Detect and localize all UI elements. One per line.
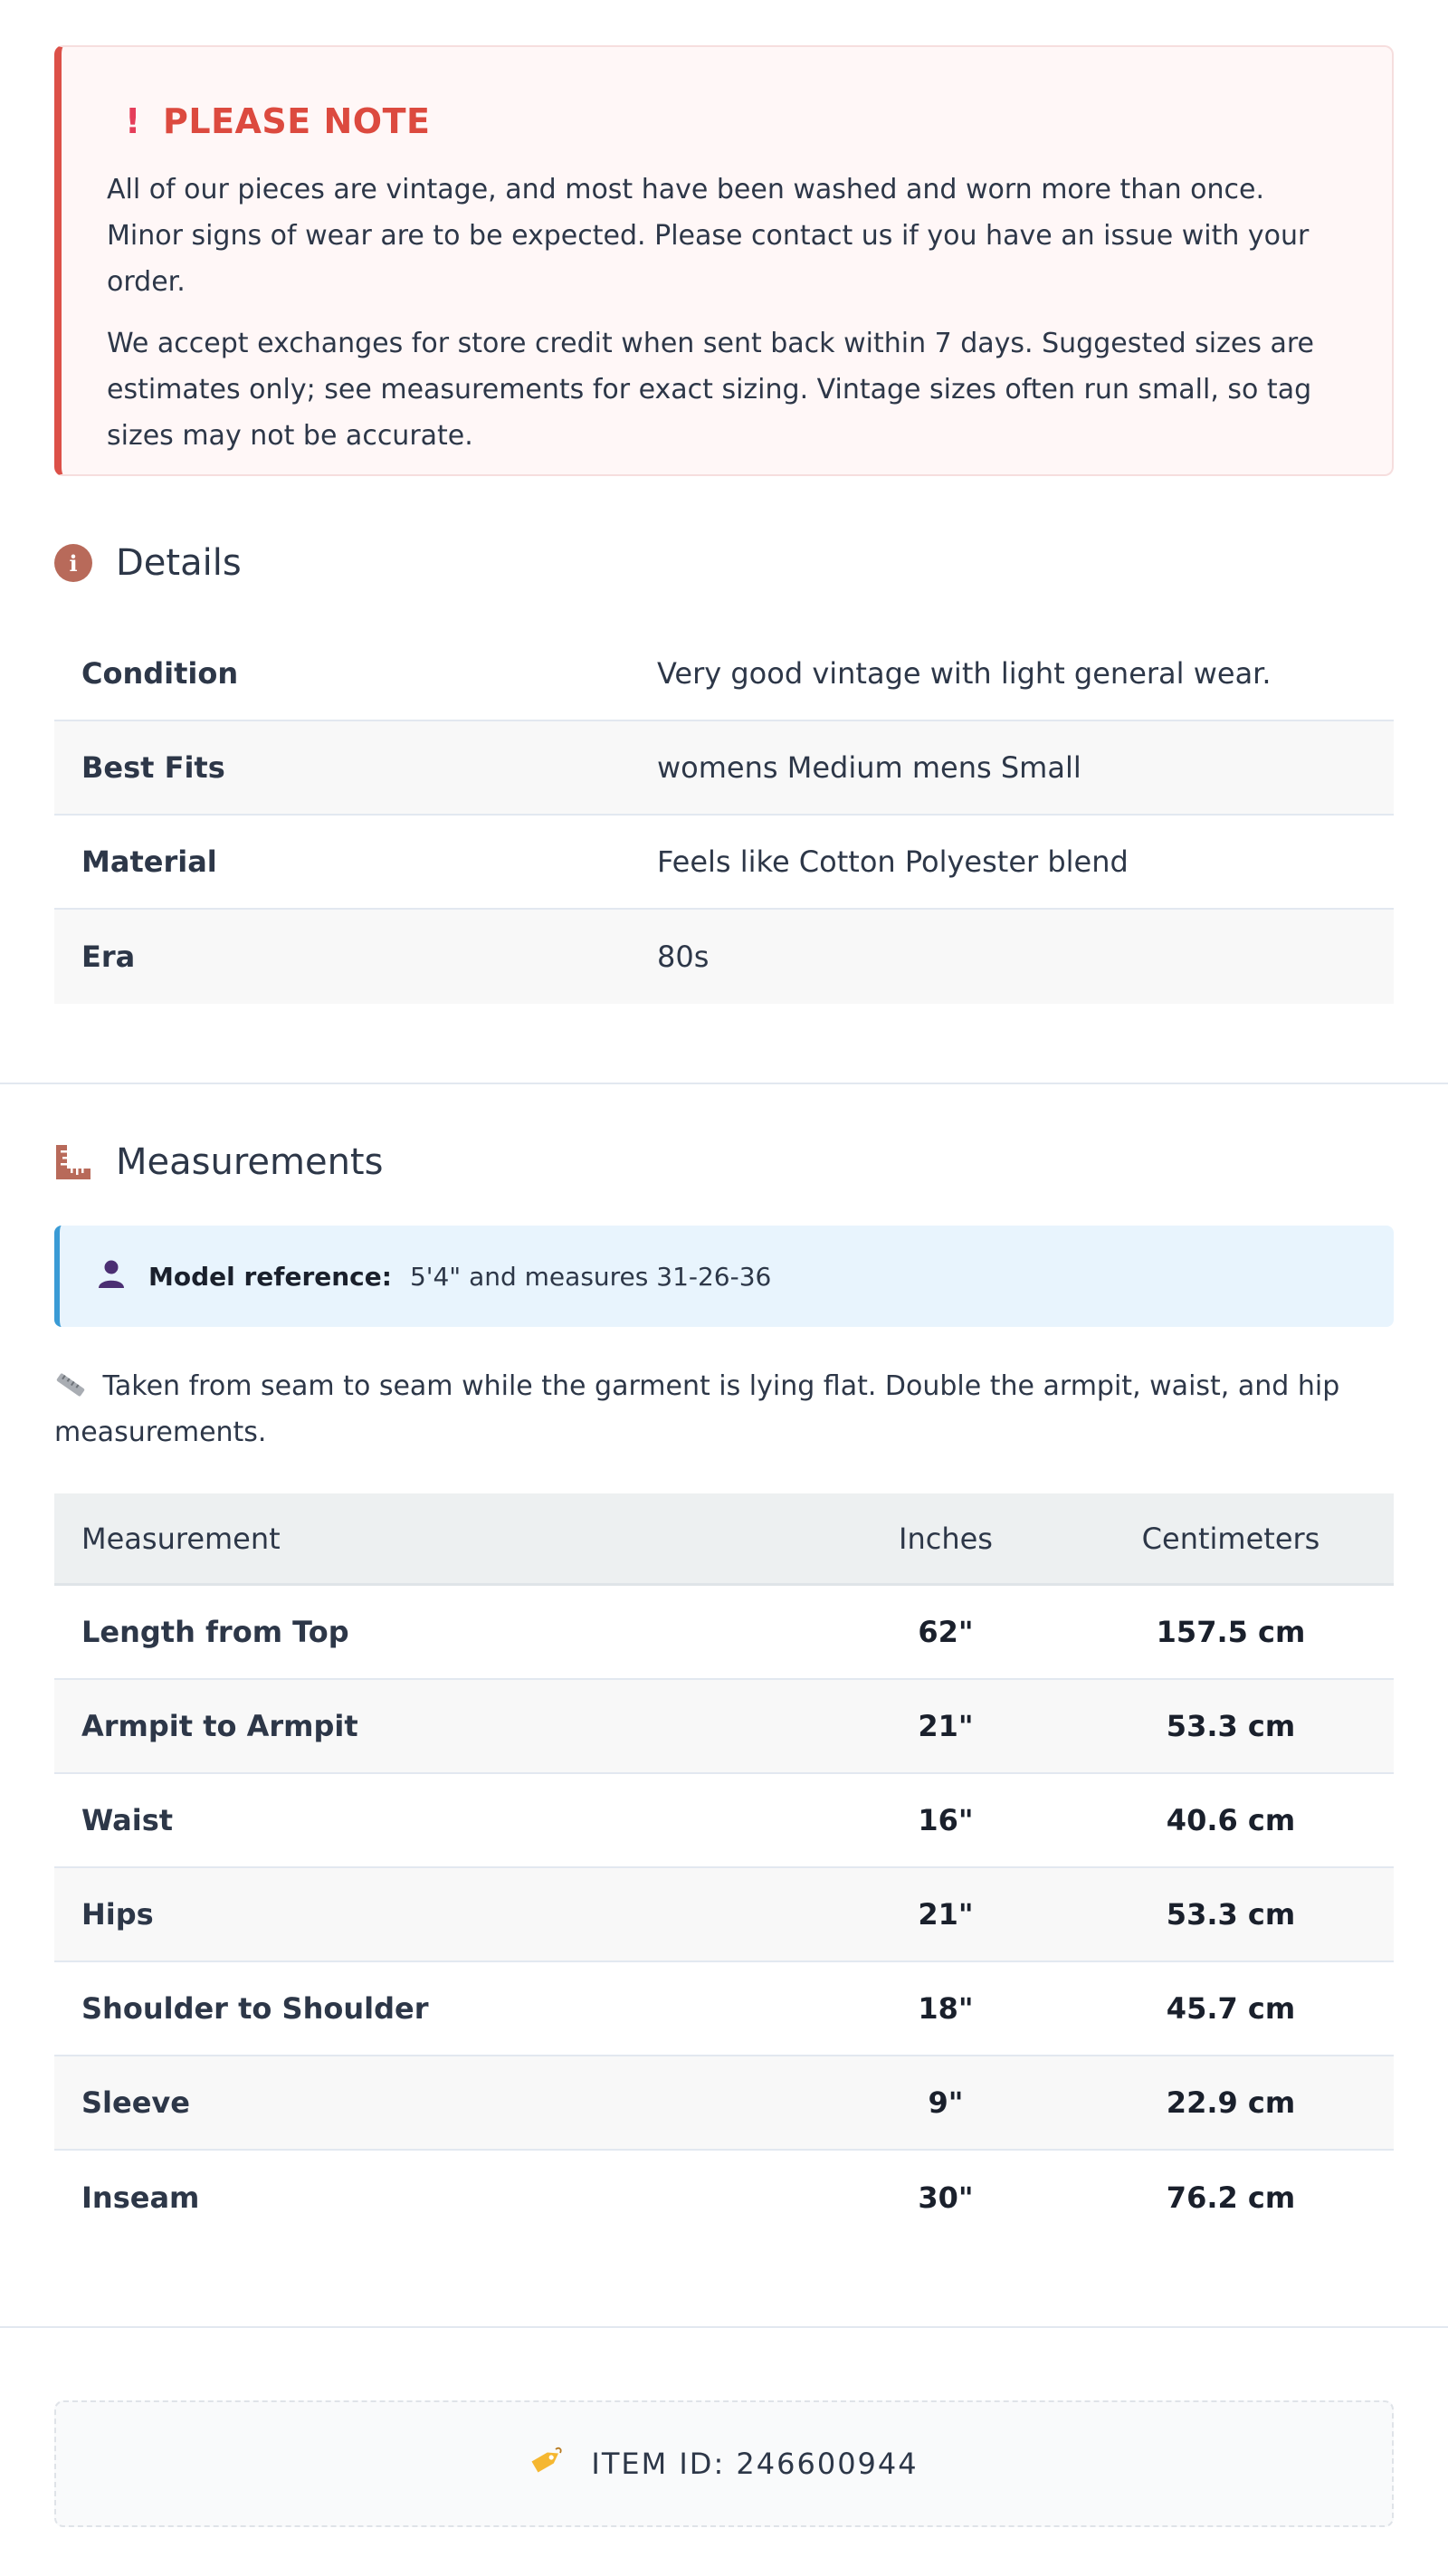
details-value: Very good vintage with light general wear. — [657, 656, 1272, 691]
measurement-name: Inseam — [81, 2180, 200, 2215]
header-centimeters: Centimeters — [1141, 1521, 1320, 1556]
table-row — [54, 1774, 1394, 1868]
measurement-cm: 157.5 cm — [1156, 1615, 1306, 1649]
section-divider — [0, 1083, 1448, 1084]
details-row — [54, 627, 1394, 721]
measurement-note — [54, 1363, 1394, 1455]
details-value: 80s — [657, 940, 710, 974]
model-reference-banner — [54, 1226, 1394, 1327]
table-header-row — [54, 1493, 1394, 1586]
measurement-cm: 45.7 cm — [1166, 1991, 1296, 2026]
measurement-inches: 16" — [918, 1803, 974, 1837]
details-key: Condition — [81, 656, 239, 691]
measurements-title: Measurements — [116, 1141, 384, 1183]
measurement-inches: 21" — [918, 1709, 974, 1743]
table-row — [54, 1586, 1394, 1680]
measurement-name: Armpit to Armpit — [81, 1709, 358, 1743]
measurements-header — [54, 1135, 383, 1189]
section-divider — [0, 2326, 1448, 2328]
table-row — [54, 2056, 1394, 2151]
measurement-cm: 22.9 cm — [1166, 2085, 1296, 2120]
person-icon — [96, 1258, 127, 1295]
measurement-name: Hips — [81, 1897, 154, 1932]
info-icon: i — [54, 544, 92, 582]
note-header — [107, 94, 1347, 148]
table-row — [54, 1680, 1394, 1774]
tag-icon — [529, 2445, 564, 2483]
measurement-inches: 21" — [918, 1897, 974, 1932]
measurement-inches: 9" — [928, 2085, 964, 2120]
note-paragraph-1: All of our pieces are vintage, and most have been washed and worn more than once. Minor signs of wear are to be expected. Please contact us if you have an issue with your order. — [107, 174, 1310, 298]
measurement-cm: 53.3 cm — [1166, 1897, 1296, 1932]
details-value: Feels like Cotton Polyester blend — [657, 844, 1129, 879]
details-title: Details — [116, 542, 242, 584]
details-row — [54, 816, 1394, 910]
details-header — [54, 536, 242, 590]
measurement-inches: 18" — [918, 1991, 974, 2026]
details-key: Era — [81, 940, 136, 974]
table-row — [54, 2151, 1394, 2245]
details-value: womens Medium mens Small — [657, 750, 1081, 785]
measurement-cm: 53.3 cm — [1166, 1709, 1296, 1743]
measurement-name: Length from Top — [81, 1615, 349, 1649]
details-key: Best Fits — [81, 750, 225, 785]
measurement-cm: 76.2 cm — [1166, 2180, 1296, 2215]
please-note-card — [54, 45, 1394, 476]
table-row — [54, 1868, 1394, 1962]
details-row — [54, 721, 1394, 816]
ruler-icon — [54, 1143, 92, 1181]
item-id-box — [54, 2400, 1394, 2527]
measurement-cm: 40.6 cm — [1166, 1803, 1296, 1837]
note-title: PLEASE NOTE — [163, 101, 431, 141]
measurement-inches: 30" — [918, 2180, 974, 2215]
measurement-name: Waist — [81, 1803, 174, 1837]
note-paragraph-2: We accept exchanges for store credit when sent back within 7 days. Suggested sizes are estimates only; see measurements for exact sizing. Vintage sizes often run small, so tag sizes may not be accurate. — [107, 328, 1315, 452]
details-key: Material — [81, 844, 217, 879]
details-table — [54, 627, 1394, 1004]
ruler-pencil-icon — [54, 1370, 103, 1402]
measurement-inches: 62" — [918, 1615, 974, 1649]
model-reference-value: 5'4" and measures 31-26-36 — [409, 1261, 772, 1292]
details-row — [54, 910, 1394, 1004]
table-row — [54, 1962, 1394, 2056]
measurements-table — [54, 1493, 1394, 2245]
header-measurement: Measurement — [81, 1521, 281, 1556]
measurement-name: Shoulder to Shoulder — [81, 1991, 429, 2026]
header-inches: Inches — [899, 1521, 993, 1556]
exclamation-icon: ! — [125, 101, 141, 141]
item-id-text: ITEM ID: 246600944 — [591, 2447, 919, 2481]
measurement-name: Sleeve — [81, 2085, 190, 2120]
model-reference-label: Model reference: — [148, 1261, 392, 1292]
measurement-note-text: Taken from seam to seam while the garment is lying flat. Double the armpit, waist, and hip measurements. — [54, 1370, 1340, 1448]
